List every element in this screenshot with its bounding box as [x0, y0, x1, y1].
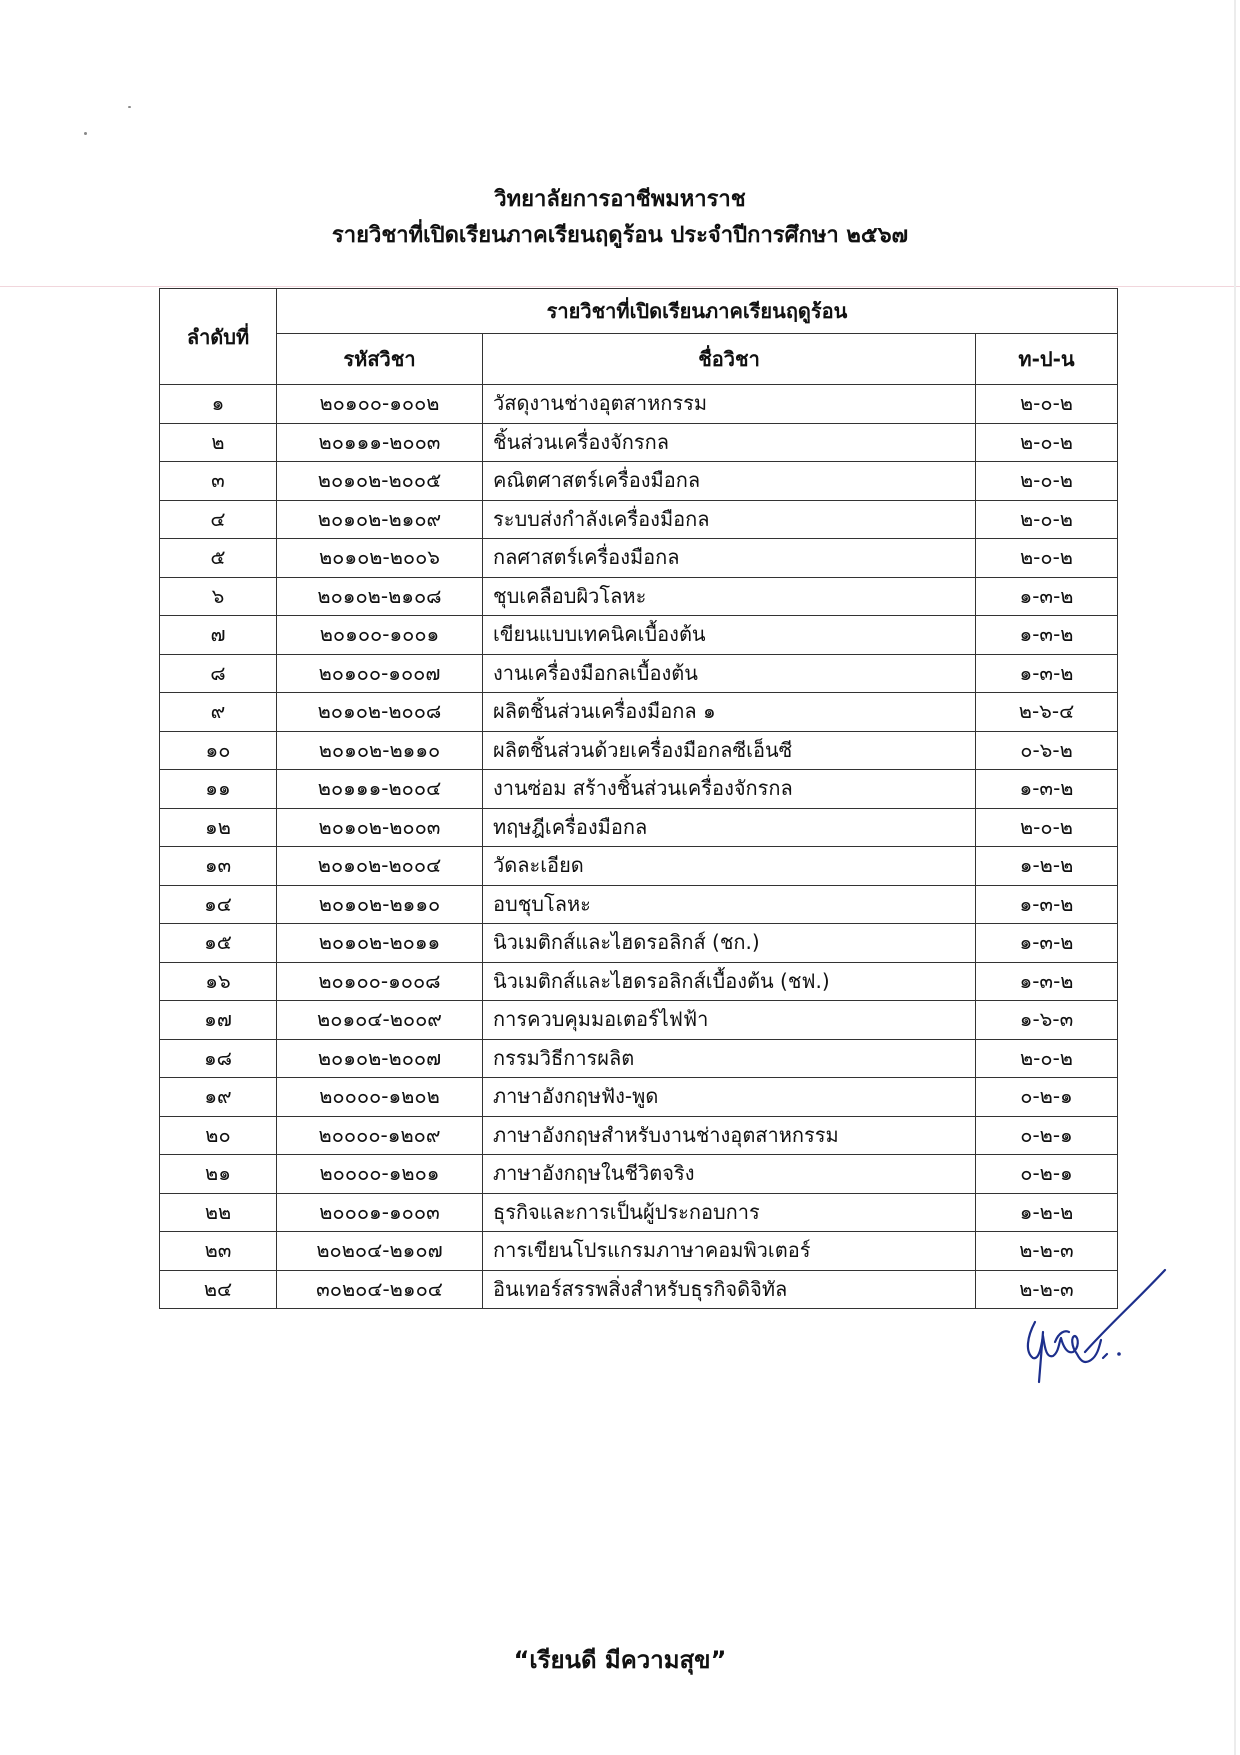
cell-no: ๑๓ — [160, 847, 277, 886]
cell-name: อบชุบโลหะ — [483, 885, 976, 924]
cell-name: ภาษาอังกฤษสำหรับงานช่างอุตสาหกรรม — [483, 1116, 976, 1155]
cell-name: ผลิตชิ้นส่วนด้วยเครื่องมือกลซีเอ็นซี — [483, 731, 976, 770]
cell-code: ๒๐๑๐๔-๒๐๐๙ — [277, 1001, 483, 1040]
cell-name: คณิตศาสตร์เครื่องมือกล — [483, 462, 976, 501]
table-row — [160, 577, 1118, 616]
cell-name: นิวเมติกส์และไฮดรอลิกส์เบื้องต้น (ชฟ.) — [483, 962, 976, 1001]
table-row — [160, 808, 1118, 847]
cell-name: กรรมวิธีการผลิต — [483, 1039, 976, 1078]
cell-no: ๗ — [160, 616, 277, 655]
cell-code: ๒๐๑๐๒-๒๐๐๕ — [277, 462, 483, 501]
cell-code: ๒๐๑๐๒-๒๐๑๑ — [277, 924, 483, 963]
cell-no: ๑๔ — [160, 885, 277, 924]
cell-credit: ๐-๒-๑ — [976, 1078, 1118, 1117]
table-row — [160, 693, 1118, 732]
cell-name: นิวเมติกส์และไฮดรอลิกส์ (ชก.) — [483, 924, 976, 963]
cell-credit: ๑-๒-๒ — [976, 847, 1118, 886]
cell-code: ๒๐๐๐๑-๑๐๐๓ — [277, 1193, 483, 1232]
table-row — [160, 1001, 1118, 1040]
table-row — [160, 500, 1118, 539]
cell-code: ๒๐๑๐๒-๒๐๐๖ — [277, 539, 483, 578]
cell-no: ๑๙ — [160, 1078, 277, 1117]
cell-no: ๕ — [160, 539, 277, 578]
table-row — [160, 385, 1118, 424]
table-row — [160, 770, 1118, 809]
cell-code: ๒๐๑๐๒-๒๐๐๘ — [277, 693, 483, 732]
cell-code: ๒๐๑๐๒-๒๐๐๓ — [277, 808, 483, 847]
cell-no: ๔ — [160, 500, 277, 539]
cell-code: ๒๐๑๐๐-๑๐๐๒ — [277, 385, 483, 424]
cell-credit: ๒-๐-๒ — [976, 462, 1118, 501]
col-header-credit: ท-ป-น — [976, 334, 1118, 385]
cell-name: ชิ้นส่วนเครื่องจักรกล — [483, 423, 976, 462]
cell-no: ๑ — [160, 385, 277, 424]
cell-no: ๑๒ — [160, 808, 277, 847]
cell-credit: ๑-๓-๒ — [976, 654, 1118, 693]
cell-no: ๖ — [160, 577, 277, 616]
cell-credit: ๑-๓-๒ — [976, 616, 1118, 655]
cell-name: วัสดุงานช่างอุตสาหกรรม — [483, 385, 976, 424]
table-row — [160, 962, 1118, 1001]
cell-no: ๒๔ — [160, 1270, 277, 1309]
cell-name: กลศาสตร์เครื่องมือกล — [483, 539, 976, 578]
scan-rule-line — [0, 286, 1240, 287]
col-header-no: ลำดับที่ — [160, 289, 277, 385]
document-header — [0, 182, 1240, 254]
cell-code: ๒๐๑๑๑-๒๐๐๓ — [277, 423, 483, 462]
course-table — [159, 288, 1118, 1309]
cell-credit: ๑-๒-๒ — [976, 1193, 1118, 1232]
cell-name: งานเครื่องมือกลเบื้องต้น — [483, 654, 976, 693]
table-row — [160, 616, 1118, 655]
cell-no: ๒๑ — [160, 1155, 277, 1194]
table-row — [160, 731, 1118, 770]
table-row — [160, 847, 1118, 886]
cell-name: ชุบเคลือบผิวโลหะ — [483, 577, 976, 616]
table-row — [160, 885, 1118, 924]
cell-no: ๑๑ — [160, 770, 277, 809]
cell-no: ๑๖ — [160, 962, 277, 1001]
table-row — [160, 654, 1118, 693]
cell-name: งานซ่อม สร้างชิ้นส่วนเครื่องจักรกล — [483, 770, 976, 809]
cell-code: ๒๐๑๐๒-๒๑๑๐ — [277, 731, 483, 770]
cell-no: ๑๐ — [160, 731, 277, 770]
cell-credit: ๑-๓-๒ — [976, 924, 1118, 963]
cell-credit: ๑-๓-๒ — [976, 885, 1118, 924]
cell-no: ๒๓ — [160, 1232, 277, 1271]
cell-credit: ๑-๖-๓ — [976, 1001, 1118, 1040]
cell-code: ๒๐๐๐๐-๑๒๐๙ — [277, 1116, 483, 1155]
cell-credit: ๑-๓-๒ — [976, 577, 1118, 616]
course-rows — [160, 385, 1118, 1309]
cell-name: เขียนแบบเทคนิคเบื้องต้น — [483, 616, 976, 655]
table-row — [160, 1155, 1118, 1194]
scan-speck — [128, 106, 131, 108]
cell-credit: ๒-๒-๓ — [976, 1270, 1118, 1309]
cell-code: ๒๐๑๐๐-๑๐๐๘ — [277, 962, 483, 1001]
table-row — [160, 1039, 1118, 1078]
cell-credit: ๐-๖-๒ — [976, 731, 1118, 770]
cell-no: ๓ — [160, 462, 277, 501]
col-header-name: ชื่อวิชา — [483, 334, 976, 385]
cell-no: ๒ — [160, 423, 277, 462]
table-row — [160, 1078, 1118, 1117]
cell-code: ๓๐๒๐๔-๒๑๐๔ — [277, 1270, 483, 1309]
cell-credit: ๒-๐-๒ — [976, 423, 1118, 462]
cell-credit: ๒-๒-๓ — [976, 1232, 1118, 1271]
cell-credit: ๐-๒-๑ — [976, 1155, 1118, 1194]
table-row — [160, 423, 1118, 462]
cell-code: ๒๐๑๐๒-๒๐๐๔ — [277, 847, 483, 886]
motto: “เรียนดี มีความสุข” — [513, 1646, 727, 1674]
cell-code: ๒๐๐๐๐-๑๒๐๒ — [277, 1078, 483, 1117]
cell-name: การควบคุมมอเตอร์ไฟฟ้า — [483, 1001, 976, 1040]
cell-no: ๑๕ — [160, 924, 277, 963]
cell-credit: ๑-๓-๒ — [976, 770, 1118, 809]
cell-code: ๒๐๑๐๒-๒๑๐๘ — [277, 577, 483, 616]
cell-no: ๘ — [160, 654, 277, 693]
scan-speck — [84, 132, 87, 135]
document-title: รายวิชาที่เปิดเรียนภาคเรียนฤดูร้อน ประจำปีการศึกษา ๒๕๖๗ — [331, 223, 909, 248]
cell-no: ๒๒ — [160, 1193, 277, 1232]
cell-credit: ๒-๐-๒ — [976, 539, 1118, 578]
signature-image — [1015, 1262, 1175, 1392]
cell-no: ๒๐ — [160, 1116, 277, 1155]
cell-credit: ๒-๐-๒ — [976, 385, 1118, 424]
table-row — [160, 1232, 1118, 1271]
college-name: วิทยาลัยการอาชีพมหาราช — [494, 187, 746, 212]
cell-name: ภาษาอังกฤษฟัง-พูด — [483, 1078, 976, 1117]
cell-code: ๒๐๑๑๑-๒๐๐๔ — [277, 770, 483, 809]
table-row — [160, 462, 1118, 501]
cell-credit: ๑-๓-๒ — [976, 962, 1118, 1001]
cell-credit: ๒-๖-๔ — [976, 693, 1118, 732]
cell-code: ๒๐๑๐๒-๒๐๐๗ — [277, 1039, 483, 1078]
col-header-code: รหัสวิชา — [277, 334, 483, 385]
cell-no: ๑๗ — [160, 1001, 277, 1040]
table-row — [160, 924, 1118, 963]
table-row — [160, 539, 1118, 578]
cell-code: ๒๐๐๐๐-๑๒๐๑ — [277, 1155, 483, 1194]
cell-credit: ๐-๒-๑ — [976, 1116, 1118, 1155]
cell-credit: ๒-๐-๒ — [976, 808, 1118, 847]
table-row — [160, 1193, 1118, 1232]
cell-name: อินเทอร์สรรพสิ่งสำหรับธุรกิจดิจิทัล — [483, 1270, 976, 1309]
cell-code: ๒๐๒๐๔-๒๑๐๗ — [277, 1232, 483, 1271]
cell-code: ๒๐๑๐๐-๑๐๐๗ — [277, 654, 483, 693]
cell-code: ๒๐๑๐๒-๒๑๑๐ — [277, 885, 483, 924]
page-edge — [1234, 0, 1236, 1755]
cell-credit: ๒-๐-๒ — [976, 1039, 1118, 1078]
cell-name: วัดละเอียด — [483, 847, 976, 886]
cell-name: การเขียนโปรแกรมภาษาคอมพิวเตอร์ — [483, 1232, 976, 1271]
cell-name: ทฤษฎีเครื่องมือกล — [483, 808, 976, 847]
cell-code: ๒๐๑๐๒-๒๑๐๙ — [277, 500, 483, 539]
cell-code: ๒๐๑๐๐-๑๐๐๑ — [277, 616, 483, 655]
table-row — [160, 1116, 1118, 1155]
table-row — [160, 1270, 1118, 1309]
cell-name: ระบบส่งกำลังเครื่องมือกล — [483, 500, 976, 539]
cell-no: ๙ — [160, 693, 277, 732]
cell-no: ๑๘ — [160, 1039, 277, 1078]
cell-name: ผลิตชิ้นส่วนเครื่องมือกล ๑ — [483, 693, 976, 732]
cell-name: ธุรกิจและการเป็นผู้ประกอบการ — [483, 1193, 976, 1232]
cell-name: ภาษาอังกฤษในชีวิตจริง — [483, 1155, 976, 1194]
group-header: รายวิชาที่เปิดเรียนภาคเรียนฤดูร้อน — [277, 289, 1118, 334]
cell-credit: ๒-๐-๒ — [976, 500, 1118, 539]
